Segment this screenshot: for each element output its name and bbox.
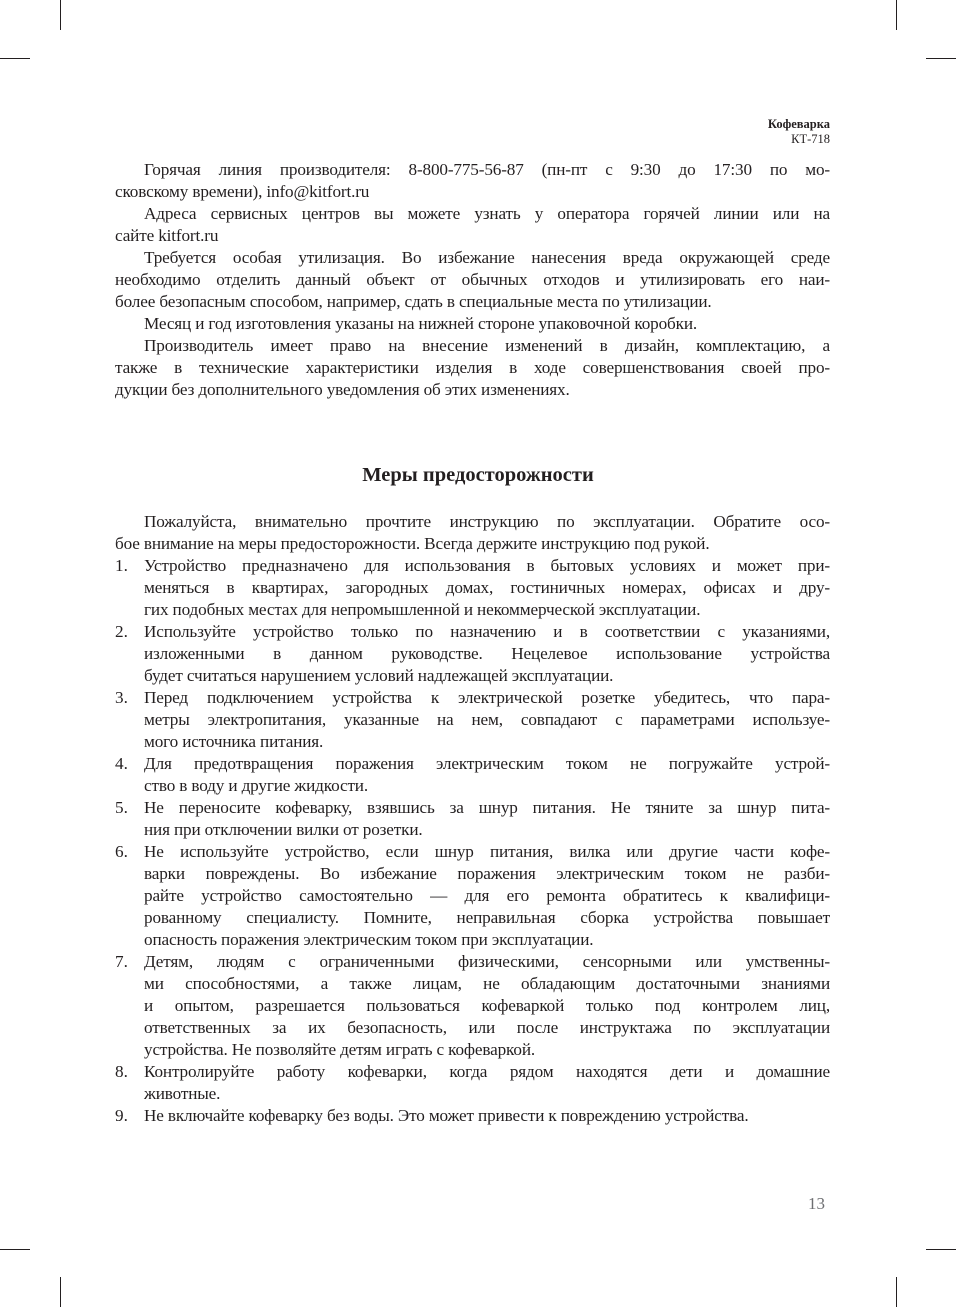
text-line: Требуется особая утилизация. Во избежание нанесения вреда окружающей среде (144, 248, 830, 267)
text-line: сайте kitfort.ru (115, 226, 219, 245)
text-line: Детям, людям с ограниченными физическими, сенсорными или умственны- (144, 952, 830, 971)
page-number: 13 (808, 1194, 825, 1213)
text-line: Горячая линия производителя: 8-800-775-56-87 (пн-пт с 9:30 до 17:30 по мо- (144, 160, 830, 179)
crop-mark (926, 1249, 956, 1250)
list-item (115, 555, 830, 621)
text-line: дукции без дополнительного уведомления об этих изменениях. (115, 380, 570, 399)
text-line: устройства. Не позволяйте детям играть с кофеваркой. (144, 1040, 536, 1059)
list-item (115, 951, 830, 1061)
text-line: Адреса сервисных центров вы можете узнать у оператора горячей линии или на (144, 204, 830, 223)
list-item (115, 841, 830, 951)
crop-mark (0, 58, 30, 59)
text-line: также в технические характеристики изделия в ходе совершенствования своей про- (115, 358, 830, 377)
crop-mark (896, 0, 897, 30)
list-number: 1. (115, 556, 128, 575)
text-line: Перед подключением устройства к электрической розетке убедитесь, что пара- (144, 688, 830, 707)
list-item (115, 1105, 830, 1127)
text-line: райте устройство самостоятельно — для его ремонта обратитесь к квалифици- (144, 886, 830, 905)
text-line: ми способностями, а также лицам, не обладающим достаточными знаниями (144, 974, 830, 993)
text-line: Не переносите кофеварку, взявшись за шнур питания. Не тяните за шнур пита- (144, 798, 830, 817)
text-line: опасность поражения электрическим током при эксплуатации. (144, 930, 594, 949)
paragraph (115, 159, 830, 203)
text-line: Пожалуйста, внимательно прочтите инструкцию по эксплуатации. Обратите осо- (144, 512, 830, 531)
text-line: будет считаться нарушением условий надлежащей эксплуатации. (144, 666, 614, 685)
text-line: Не используйте устройство, если шнур питания, вилка или другие части кофе- (144, 842, 830, 861)
crop-mark (0, 1249, 30, 1250)
text-line: Месяц и год изготовления указаны на нижней стороне упаковочной коробки. (144, 314, 698, 333)
text-line: Не включайте кофеварку без воды. Это может привести к повреждению устройства. (144, 1106, 749, 1125)
text-line: бое внимание на меры предосторожности. Всегда держите инструкцию под рукой. (115, 534, 710, 553)
list-number: 7. (115, 952, 128, 971)
paragraph (115, 313, 830, 335)
intro-text (115, 159, 830, 401)
list-item (115, 753, 830, 797)
precautions-section (115, 511, 830, 1127)
text-line: меняться в квартирах, загородных домах, гостиничных номерах, офисах и дру- (144, 578, 830, 597)
text-line: метры электропитания, указанные на нем, совпадают с параметрами используе- (144, 710, 830, 729)
list-item (115, 687, 830, 753)
paragraph (115, 247, 830, 313)
text-line: Устройство предназначено для использования в бытовых условиях и может при- (144, 556, 830, 575)
list-item (115, 797, 830, 841)
crop-mark (60, 0, 61, 30)
text-line: необходимо отделить данный объект от обычных отходов и утилизировать его наи- (115, 270, 830, 289)
list-number: 5. (115, 798, 128, 817)
text-line: Используйте устройство только по назначению и в соответствии с указаниями, (144, 622, 830, 641)
list-number: 2. (115, 622, 128, 641)
list-number: 3. (115, 688, 128, 707)
text-line: рованному специалисту. Помните, неправильная сборка устройства повышает (144, 908, 830, 927)
list-number: 8. (115, 1062, 128, 1081)
list-number: 9. (115, 1106, 128, 1125)
section-intro (115, 511, 830, 555)
text-line: Производитель имеет право на внесение изменений в дизайн, комплектацию, а (144, 336, 830, 355)
section-title: Меры предосторожности (362, 464, 594, 486)
text-line: ство в воду и другие жидкости. (144, 776, 368, 795)
header-model: КТ-718 (791, 132, 830, 146)
running-header (768, 117, 830, 147)
text-line: мого источника питания. (144, 732, 324, 751)
text-line: Контролируйте работу кофеварки, когда рядом находятся дети и домашние (144, 1062, 830, 1081)
text-line: более безопасным способом, например, сдать в специальные места по утилизации. (115, 292, 712, 311)
text-line: изложенными в данном руководстве. Нецелевое использование устройства (144, 644, 830, 663)
list-number: 4. (115, 754, 128, 773)
text-line: и опытом, разрешается пользоваться кофеваркой только под контролем лиц, (144, 996, 830, 1015)
text-line: животные. (144, 1084, 221, 1103)
text-line: Для предотвращения поражения электрическим током не погружайте устрой- (144, 754, 830, 773)
text-line: гих подобных местах для непромышленной и некоммерческой эксплуатации. (144, 600, 701, 619)
text-line: ния при отключении вилки от розетки. (144, 820, 423, 839)
crop-mark (60, 1277, 61, 1307)
list-item (115, 1061, 830, 1105)
text-line: варки повреждены. Во избежание поражения электрическим током не разби- (144, 864, 830, 883)
list-number: 6. (115, 842, 128, 861)
crop-mark (896, 1277, 897, 1307)
crop-mark (926, 58, 956, 59)
text-line: ответственных за их безопасность, или после инструктажа по эксплуатации (144, 1018, 830, 1037)
paragraph (115, 335, 830, 401)
paragraph (115, 203, 830, 247)
header-product: Кофеварка (767, 117, 830, 131)
text-line: сковскому времени), info@kitfort.ru (115, 182, 370, 201)
list-item (115, 621, 830, 687)
